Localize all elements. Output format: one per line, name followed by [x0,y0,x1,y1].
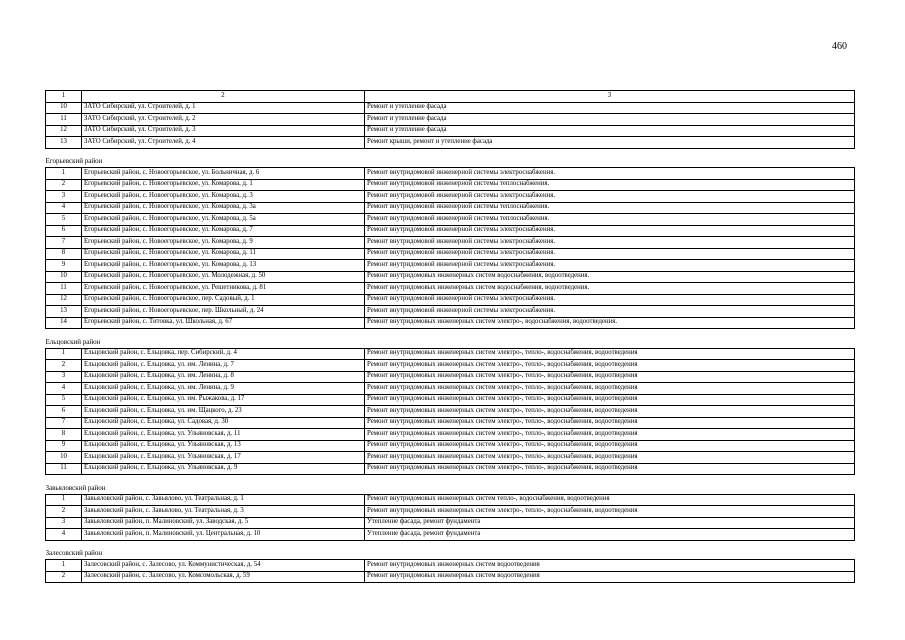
work-type-cell: Ремонт внутридомовой инженерной системы электроснабжения. [365,248,855,260]
section-spacer [46,475,855,484]
spacer-cell [46,475,855,484]
address-cell: Егорьевский район, с. Новоегорьевское, ул. Комарова, д. 7 [82,225,365,237]
address-cell: Егорьевский район, с. Новоегорьевское, пер. Школьный, д. 24 [82,306,365,318]
work-type-cell: Ремонт внутридомовых инженерных систем электро-, тепло-, водоснабжения, водоотведения [365,429,855,441]
work-type-cell: Ремонт внутридомовой инженерной системы электроснабжения. [365,225,855,237]
address-cell: Залесовский район, с. Залесово, ул. Комсомольская, д. 59 [82,571,365,583]
address-cell: ЗАТО Сибирский, ул. Строителей, д. 4 [82,137,365,149]
work-type-cell: Ремонт внутридомовой инженерной системы электроснабжения. [365,168,855,180]
row-number-cell: 5 [46,214,82,226]
work-type-cell: Ремонт внутридомовой инженерной системы теплоснабжения. [365,179,855,191]
address-cell: Ельцовский район, с. Ельцовка, ул. Садовая, д. 30 [82,417,365,429]
table-row [46,294,855,306]
address-cell: Егорьевский район, с. Новоегорьевское, ул. Комарова, д. 9 [82,237,365,249]
work-type-cell: Ремонт внутридомовых инженерных систем электро-, тепло-, водоснабжения, водоотведения [365,360,855,372]
table-row [46,394,855,406]
work-type-cell: Ремонт внутридомовой инженерной системы теплоснабжения. [365,214,855,226]
work-type-cell: Утепление фасада, ремонт фундамента [365,517,855,529]
address-cell: Ельцовский район, с. Ельцовка, ул. им. Рыжакова, д. 17 [82,394,365,406]
district-heading: Ельцовский район [45,337,101,346]
work-type-cell: Ремонт внутридомовых инженерных систем электро-, тепло-, водоснабжения, водоотведения [365,371,855,383]
work-type-cell: Ремонт внутридомовых инженерных систем электро-, тепло-, водоснабжения, водоотведения [365,417,855,429]
address-cell: Егорьевский район, с. Новоегорьевское, ул. Комарова, д. 13 [82,260,365,272]
row-number-cell: 11 [46,463,82,475]
work-type-cell: Ремонт внутридомовых инженерных систем водоотведения [365,571,855,583]
column-number: 3 [365,91,855,103]
table-row [46,214,855,226]
address-cell: Егорьевский район, с. Новоегорьевское, ул. Комарова, д. 3а [82,202,365,214]
row-number-cell: 4 [46,529,82,541]
work-type-cell: Ремонт и утепление фасада [365,125,855,137]
row-number-cell: 1 [46,560,82,572]
table-row [46,440,855,452]
row-number-cell: 9 [46,260,82,272]
work-type-cell: Ремонт внутридомовых инженерных систем электро-, тепло-, водоснабжения, водоотведения [365,440,855,452]
address-cell: Завьяловский район, п. Малиновский, ул. Центральная, д. 10 [82,529,365,541]
table-row [46,237,855,249]
table-row [46,348,855,360]
address-cell: Ельцовский район, с. Ельцовка, ул. Ульяновская, д. 17 [82,452,365,464]
table-row [46,371,855,383]
address-cell: Ельцовский район, с. Ельцовка, ул. Ульяновская, д. 9 [82,463,365,475]
table-row [46,248,855,260]
table-row [46,529,855,541]
table-row [46,271,855,283]
district-heading-row [46,337,855,348]
address-cell: Ельцовский район, с. Ельцовка, ул. Ульяновская, д. 13 [82,440,365,452]
address-cell: Егорьевский район, с. Новоегорьевское, ул. Решетникова, д. 81 [82,283,365,295]
table-row [46,506,855,518]
spacer-cell [46,148,855,157]
table-row [46,417,855,429]
address-cell: Ельцовский район, с. Ельцовка, ул. им. Ленина, д. 7 [82,360,365,372]
work-type-cell: Ремонт крыши, ремонт и утепление фасада [365,137,855,149]
repair-table-body [46,91,855,583]
row-number-cell: 13 [46,306,82,318]
address-cell: Залесовский район, с. Залесово, ул. Коммунистическая, д. 54 [82,560,365,572]
work-type-cell: Ремонт внутридомовой инженерной системы электроснабжения. [365,294,855,306]
district-heading: Завьяловский район [45,483,106,492]
address-cell: Завьяловский район, п. Малиновский, ул. Заводская, д. 5 [82,517,365,529]
district-heading-row [46,549,855,560]
table-row [46,406,855,418]
work-type-cell: Ремонт и утепление фасада [365,102,855,114]
address-cell: Егорьевский район, с. Новоегорьевское, ул. Комарова, д. 11 [82,248,365,260]
table-row [46,494,855,506]
address-cell: Егорьевский район, с. Титовка, ул. Школьная, д. 67 [82,317,365,329]
address-cell: Ельцовский район, с. Ельцовка, ул. Ульяновская, д. 11 [82,429,365,441]
address-cell: Егорьевский район, с. Новоегорьевское, ул. Больничная, д. 6 [82,168,365,180]
work-type-cell: Ремонт внутридомовых инженерных систем водоснабжения, водоотведения. [365,271,855,283]
table-row [46,383,855,395]
row-number-cell: 8 [46,429,82,441]
row-number-cell: 2 [46,179,82,191]
table-row [46,463,855,475]
section-spacer [46,329,855,338]
row-number-cell: 8 [46,248,82,260]
work-type-cell: Ремонт внутридомовой инженерной системы теплоснабжения. [365,202,855,214]
district-heading-row [46,157,855,168]
work-type-cell: Ремонт внутридомовой инженерной системы электроснабжения. [365,237,855,249]
address-cell: Завьяловский район, с. Завьялово, ул. Театральная, д. 1 [82,494,365,506]
table-row [46,452,855,464]
table-row [46,114,855,126]
address-cell: ЗАТО Сибирский, ул. Строителей, д. 2 [82,114,365,126]
row-number-cell: 3 [46,517,82,529]
work-type-cell: Ремонт внутридомовых инженерных систем тепло-, водоснабжения, водоотведения [365,494,855,506]
row-number-cell: 2 [46,360,82,372]
table-row [46,560,855,572]
row-number-cell: 5 [46,394,82,406]
address-cell: Егорьевский район, с. Новоегорьевское, ул. Комарова, д. 1 [82,179,365,191]
work-type-cell: Ремонт внутридомовых инженерных систем водоотведения [365,560,855,572]
table-row [46,317,855,329]
table-row [46,283,855,295]
address-cell: Ельцовский район, с. Ельцовка, пер. Сибирский, д. 4 [82,348,365,360]
address-cell: Егорьевский район, с. Новоегорьевское, ул. Молодежная, д. 50 [82,271,365,283]
table-row [46,137,855,149]
table-row [46,260,855,272]
row-number-cell: 14 [46,317,82,329]
table-row [46,179,855,191]
repair-table [45,90,855,583]
table-row [46,517,855,529]
row-number-cell: 10 [46,271,82,283]
address-cell: ЗАТО Сибирский, ул. Строителей, д. 1 [82,102,365,114]
table-row [46,125,855,137]
row-number-cell: 2 [46,571,82,583]
work-type-cell: Утепление фасада, ремонт фундамента [365,529,855,541]
row-number-cell: 6 [46,225,82,237]
work-type-cell: Ремонт внутридомовых инженерных систем электро-, тепло-, водоснабжения, водоотведения [365,506,855,518]
work-type-cell: Ремонт внутридомовой инженерной системы электроснабжения. [365,260,855,272]
section-spacer [46,540,855,549]
row-number-cell: 2 [46,506,82,518]
address-cell: Егорьевский район, с. Новоегорьевское, ул. Комарова, д. 5а [82,214,365,226]
row-number-cell: 10 [46,452,82,464]
row-number-cell: 11 [46,114,82,126]
column-number: 1 [46,91,82,103]
work-type-cell: Ремонт внутридомовых инженерных систем водоснабжения, водоотведения. [365,283,855,295]
table-row [46,168,855,180]
row-number-cell: 10 [46,102,82,114]
district-heading-row [46,483,855,494]
row-number-cell: 1 [46,168,82,180]
address-cell: Ельцовский район, с. Ельцовка, ул. им. Щацкого, д. 23 [82,406,365,418]
table-row [46,360,855,372]
row-number-cell: 12 [46,125,82,137]
work-type-cell: Ремонт внутридомовых инженерных систем электро-, тепло-, водоснабжения, водоотведения [365,348,855,360]
address-cell: Егорьевский район, с. Новоегорьевское, пер. Садовый, д. 1 [82,294,365,306]
work-type-cell: Ремонт внутридомовых инженерных систем электро-, водоснабжения, водоотведения. [365,317,855,329]
row-number-cell: 1 [46,348,82,360]
row-number-cell: 3 [46,371,82,383]
address-cell: ЗАТО Сибирский, ул. Строителей, д. 3 [82,125,365,137]
work-type-cell: Ремонт внутридомовой инженерной системы электроснабжения. [365,306,855,318]
table-row [46,225,855,237]
table-row [46,202,855,214]
work-type-cell: Ремонт и утепление фасада [365,114,855,126]
work-type-cell: Ремонт внутридомовых инженерных систем электро-, тепло-, водоснабжения, водоотведения [365,406,855,418]
column-number-row [46,91,855,103]
address-cell: Завьяловский район, с. Завьялово, ул. Театральная, д. 3 [82,506,365,518]
page-number: 460 [832,41,847,52]
district-heading: Залесовский район [45,549,103,558]
row-number-cell: 1 [46,494,82,506]
spacer-cell [46,329,855,338]
column-number: 2 [82,91,365,103]
address-cell: Ельцовский район, с. Ельцовка, ул. им. Ленина, д. 9 [82,383,365,395]
work-type-cell: Ремонт внутридомовых инженерных систем электро-, тепло-, водоснабжения, водоотведения [365,383,855,395]
row-number-cell: 13 [46,137,82,149]
row-number-cell: 6 [46,406,82,418]
row-number-cell: 4 [46,202,82,214]
table-row [46,429,855,441]
table-row [46,306,855,318]
row-number-cell: 4 [46,383,82,395]
spacer-cell [46,540,855,549]
section-spacer [46,148,855,157]
table-row [46,571,855,583]
work-type-cell: Ремонт внутридомовых инженерных систем электро-, тепло-, водоснабжения, водоотведения [365,452,855,464]
row-number-cell: 9 [46,440,82,452]
row-number-cell: 7 [46,417,82,429]
address-cell: Ельцовский район, с. Ельцовка, ул. им. Ленина, д. 8 [82,371,365,383]
row-number-cell: 3 [46,191,82,203]
table-row [46,191,855,203]
row-number-cell: 11 [46,283,82,295]
work-type-cell: Ремонт внутридомовых инженерных систем электро-, тепло-, водоснабжения, водоотведения [365,463,855,475]
work-type-cell: Ремонт внутридомовой инженерной системы электроснабжения. [365,191,855,203]
district-heading: Егорьевский район [45,157,103,166]
work-type-cell: Ремонт внутридомовых инженерных систем электро-, тепло-, водоснабжения, водоотведения [365,394,855,406]
address-cell: Егорьевский район, с. Новоегорьевское, ул. Комарова, д. 3 [82,191,365,203]
row-number-cell: 7 [46,237,82,249]
table-row [46,102,855,114]
row-number-cell: 12 [46,294,82,306]
